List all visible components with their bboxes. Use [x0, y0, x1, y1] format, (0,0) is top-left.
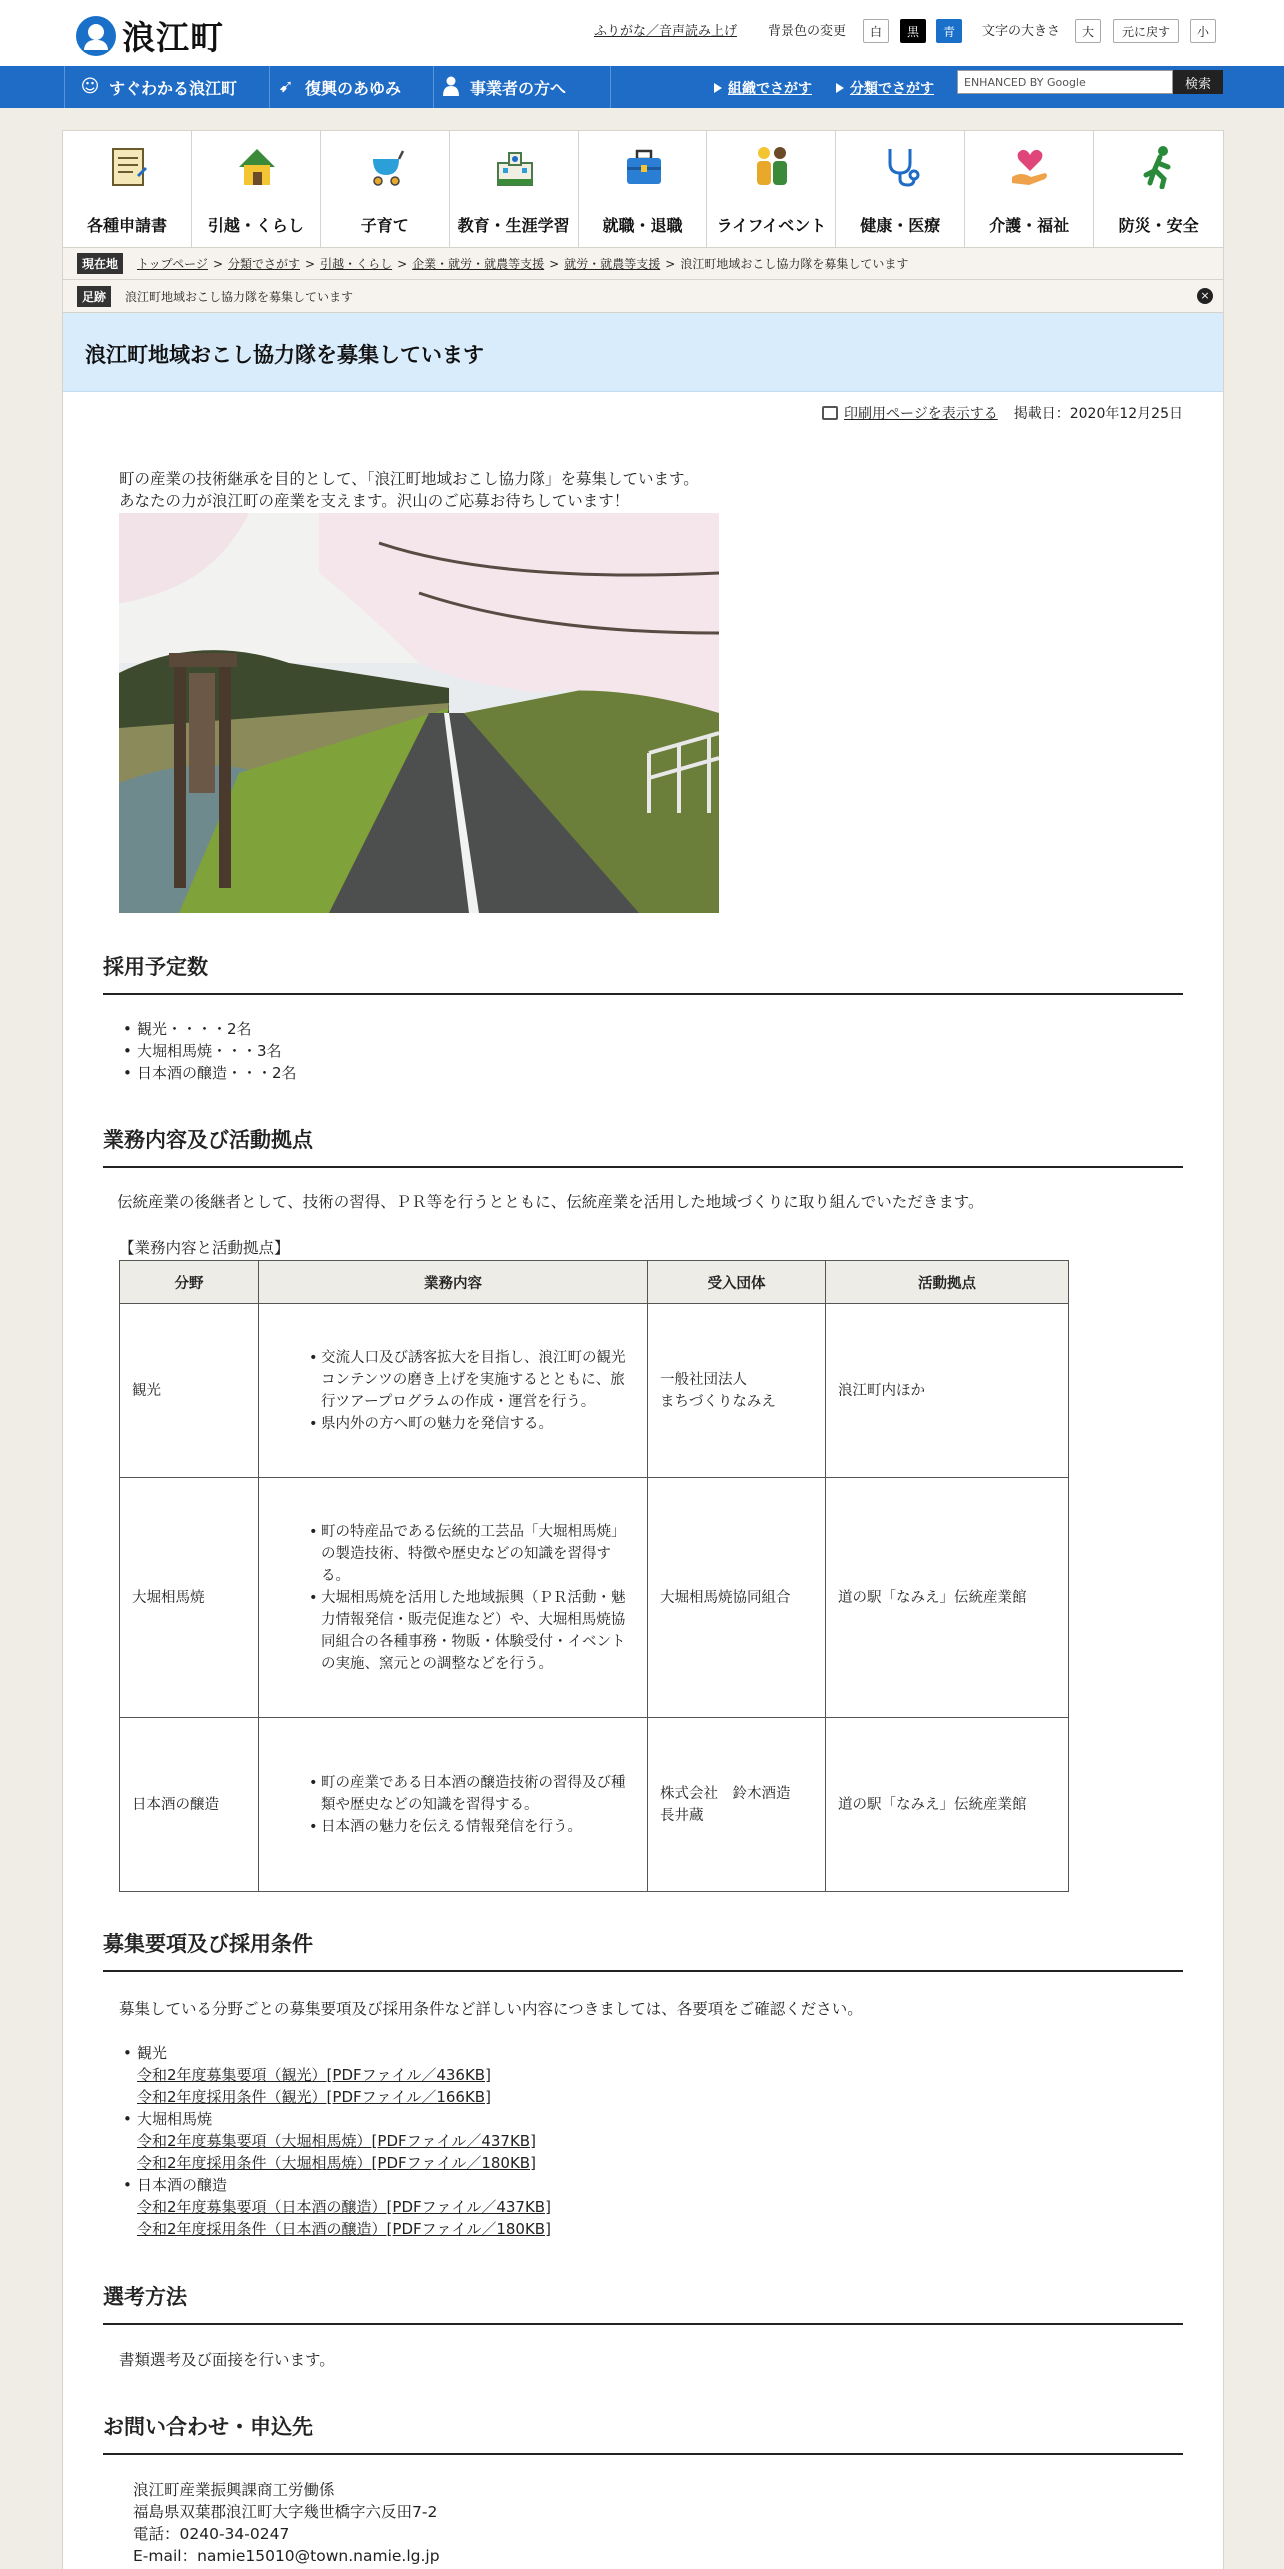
duties-cell — [259, 1304, 648, 1478]
category-moving-living[interactable] — [192, 131, 321, 247]
heading-contact: お問い合わせ・申込先 — [103, 2411, 1183, 2455]
contact-info — [133, 2479, 440, 2567]
search-by-category-label: 分類でさがす — [850, 81, 934, 97]
town-emblem-icon — [76, 16, 116, 56]
font-large-button[interactable]: 大 — [1075, 19, 1101, 43]
duties-cell — [259, 1718, 648, 1892]
font-reset-button[interactable]: 元に戻す — [1113, 19, 1179, 43]
duty-item: • 県内外の方へ町の魅力を発信する。 — [309, 1413, 635, 1435]
duty-item: • 町の産業である日本酒の醸造技術の習得及び種類や歴史などの知識を習得する。 — [309, 1772, 635, 1816]
category-childcare[interactable] — [321, 131, 450, 247]
table-row — [120, 1718, 1069, 1892]
site-logo[interactable] — [76, 12, 224, 59]
breadcrumb-current: 浪江町地域おこし協力隊を募集しています — [680, 257, 909, 271]
base-cell: 道の駅「なみえ」伝統産業館 — [826, 1718, 1069, 1892]
close-icon[interactable]: × — [1197, 288, 1213, 304]
org-cell: 大堀相馬焼協同組合 — [648, 1478, 826, 1718]
requirements-downloads — [119, 2042, 551, 2240]
stethoscope-icon — [880, 145, 922, 189]
category-welfare[interactable] — [965, 131, 1094, 247]
duties-table — [119, 1260, 1069, 1892]
smile-icon: ☺ — [80, 76, 100, 97]
bird-icon: ➹ — [278, 76, 294, 97]
bg-white-button[interactable]: 白 — [863, 19, 889, 43]
base-cell: 浪江町内ほか — [826, 1304, 1069, 1478]
table-header-row — [120, 1261, 1069, 1304]
nav-about-town-label: すぐわかる浪江町 — [109, 78, 238, 98]
list-item: • 大堀相馬焼・・・3名 — [119, 1040, 297, 1062]
footprint-tag: 足跡 — [77, 286, 111, 307]
field-cell: 大堀相馬焼 — [120, 1478, 259, 1718]
house-icon — [236, 145, 278, 189]
category-label: 子育て — [360, 216, 409, 235]
category-employment[interactable] — [579, 131, 708, 247]
category-label: 教育・生涯学習 — [457, 216, 570, 235]
col-header: 活動拠点 — [826, 1261, 1069, 1304]
category-label: ライフイベント — [716, 216, 827, 235]
duties-cell — [259, 1478, 648, 1718]
col-header: 業務内容 — [259, 1261, 648, 1304]
person-icon — [440, 76, 462, 98]
category-disaster-safety[interactable] — [1094, 131, 1223, 247]
category-label: 引越・くらし — [207, 216, 304, 235]
exit-icon — [1138, 145, 1180, 189]
contact-line: 電話：0240-34-0247 — [133, 2525, 290, 2543]
heading-requirements: 募集要項及び採用条件 — [103, 1928, 1183, 1972]
heading-duties: 業務内容及び活動拠点 — [103, 1124, 1183, 1168]
bg-black-button[interactable]: 黒 — [900, 19, 926, 43]
category-life-events[interactable] — [707, 131, 836, 247]
search-by-org-label: 組織でさがす — [728, 81, 812, 97]
bg-blue-button[interactable]: 青 — [936, 19, 962, 43]
pdf-link[interactable]: 令和2年度採用条件（日本酒の醸造）[PDFファイル／180KB] — [137, 2220, 551, 2238]
breadcrumb-link[interactable]: 就労・就農等支援 — [564, 257, 661, 271]
people-icon — [751, 145, 793, 189]
footprint-bar — [63, 280, 1223, 313]
pdf-link[interactable]: 令和2年度採用条件（観光）[PDFファイル／166KB] — [137, 2088, 491, 2106]
logo-text: 浪江町 — [122, 18, 224, 57]
category-forms[interactable] — [63, 131, 192, 247]
category-label: 健康・医療 — [860, 216, 941, 235]
category-education[interactable] — [450, 131, 579, 247]
contact-line: 福島県双葉郡浪江町大字幾世橋字六反田7-2 — [133, 2503, 438, 2521]
pdf-link[interactable]: 令和2年度採用条件（大堀相馬焼）[PDFファイル／180KB] — [137, 2154, 536, 2172]
print-row — [822, 403, 1183, 423]
list-item — [119, 2042, 551, 2108]
pdf-link[interactable]: 令和2年度募集要項（日本酒の醸造）[PDFファイル／437KB] — [137, 2198, 551, 2216]
category-label: 防災・安全 — [1118, 216, 1199, 235]
category-label: 介護・福祉 — [989, 216, 1070, 235]
school-icon — [494, 145, 536, 189]
pdf-link[interactable]: 令和2年度募集要項（大堀相馬焼）[PDFファイル／437KB] — [137, 2132, 536, 2150]
table-caption: 【業務内容と活動拠点】 — [119, 1239, 290, 1257]
nav-about-town[interactable] — [64, 66, 270, 108]
cherry-blossom-path-photo — [119, 513, 719, 913]
heading-openings: 採用予定数 — [103, 951, 1183, 995]
site-search-input[interactable]: ENHANCED BY Google — [957, 70, 1173, 94]
intro-line-2: あなたの力が浪江町の産業を支えます。沢山のご応募お待ちしています！ — [119, 492, 630, 510]
group-name: • 大堀相馬焼 — [137, 2110, 213, 2128]
list-item — [119, 2108, 551, 2174]
field-cell: 日本酒の醸造 — [120, 1718, 259, 1892]
heading-selection: 選考方法 — [103, 2281, 1183, 2325]
printer-icon — [822, 406, 838, 420]
breadcrumb-link[interactable]: トップページ — [137, 257, 208, 271]
col-header: 分野 — [120, 1261, 259, 1304]
list-item — [119, 2174, 551, 2240]
triangle-right-icon — [714, 83, 722, 93]
list-item: • 日本酒の醸造・・・2名 — [119, 1062, 297, 1084]
group-name: • 観光 — [137, 2044, 168, 2062]
heart-hand-icon — [1009, 145, 1051, 189]
duty-item: • 日本酒の魅力を伝える情報発信を行う。 — [309, 1816, 635, 1838]
breadcrumb-link[interactable]: 引越・くらし — [320, 257, 393, 271]
org-cell: 株式会社 鈴木酒造 長井蔵 — [648, 1718, 826, 1892]
list-item: • 観光・・・・2名 — [119, 1018, 297, 1040]
nav-business[interactable] — [426, 66, 611, 108]
table-row — [120, 1478, 1069, 1718]
field-cell: 観光 — [120, 1304, 259, 1478]
openings-list — [119, 1018, 297, 1084]
group-name: • 日本酒の醸造 — [137, 2176, 228, 2194]
requirements-text: 募集している分野ごとの募集要項及び採用条件など詳しい内容につきましては、各要項をご確認ください。 — [119, 2000, 863, 2018]
main-container — [62, 130, 1224, 2569]
nav-business-label: 事業者の方へ — [470, 78, 567, 98]
duty-item: • 大堀相馬焼を活用した地域振興（ＰＲ活動・魅力情報発信・販売促進など）や、大堀相馬焼協同組合の各種事務・物販・体験受付・イベントの実施、窯元との調整などを行う。 — [309, 1587, 635, 1675]
nav-recovery[interactable] — [261, 66, 434, 108]
intro-line-1: 町の産業の技術継承を目的として、「浪江町地域おこし協力隊」を募集しています。 — [119, 470, 699, 488]
breadcrumb-tag: 現在地 — [77, 253, 123, 274]
contact-line: E-mail：namie15010@town.namie.lg.jp — [133, 2547, 440, 2565]
duty-item: • 町の特産品である伝統的工芸品「大堀相馬焼」の製造技術、特徴や歴史などの知識を習得する。 — [309, 1521, 635, 1587]
base-cell: 道の駅「なみえ」伝統産業館 — [826, 1478, 1069, 1718]
category-health[interactable] — [836, 131, 965, 247]
duty-item: • 交流人口及び誘客拡大を目指し、浪江町の観光コンテンツの磨き上げを実施するとともに、旅行ツアープログラムの作成・運営を行う。 — [309, 1347, 635, 1413]
selection-text: 書類選考及び面接を行います。 — [119, 2351, 335, 2369]
col-header: 受入団体 — [648, 1261, 826, 1304]
category-label: 各種申請書 — [86, 216, 167, 235]
nav-recovery-label: 復興のあゆみ — [305, 78, 402, 98]
bg-color-label: 背景色の変更 — [768, 24, 847, 39]
font-size-label: 文字の大きさ — [982, 24, 1061, 39]
duties-text: 伝統産業の後継者として、技術の習得、ＰＲ等を行うとともに、伝統産業を活用した地域づくりに取り組んでいただきます。 — [117, 1193, 984, 1211]
font-small-button[interactable]: 小 — [1190, 19, 1216, 43]
briefcase-icon — [623, 145, 665, 189]
category-menu — [63, 131, 1223, 248]
furigana-link[interactable]: ふりがな／音声読み上げ — [594, 24, 738, 39]
breadcrumb-link[interactable]: 企業・就労・就農等支援 — [412, 257, 545, 271]
breadcrumb: 現在地 トップページ > 分類でさがす > 引越・くらし > 企業・就労・就農等支援 > 就労・就農等支援 > 浪江町地域おこし協力隊を募集しています — [63, 248, 1223, 280]
site-header — [0, 0, 1284, 66]
page-title-band — [63, 313, 1223, 392]
category-label: 就職・退職 — [602, 216, 683, 235]
search-by-org-link[interactable] — [714, 78, 812, 98]
site-search-button[interactable]: 検索 — [1173, 70, 1223, 94]
org-cell: 一般社団法人 まちづくりなみえ — [648, 1304, 826, 1478]
triangle-right-icon — [836, 83, 844, 93]
stroller-icon — [365, 145, 407, 189]
footprint-item[interactable]: 浪江町地域おこし協力隊を募集しています — [125, 289, 354, 304]
contact-line: 浪江町産業振興課商工労働係 — [133, 2481, 335, 2499]
published-date: 掲載日：2020年12月25日 — [1013, 406, 1183, 422]
search-by-category-link[interactable] — [836, 78, 934, 98]
page-title: 浪江町地域おこし協力隊を募集しています — [85, 343, 484, 367]
table-row — [120, 1304, 1069, 1478]
print-page-link[interactable]: 印刷用ページを表示する — [844, 406, 998, 422]
pdf-link[interactable]: 令和2年度募集要項（観光）[PDFファイル／436KB] — [137, 2066, 491, 2084]
breadcrumb-link[interactable]: 分類でさがす — [228, 257, 301, 271]
form-icon — [107, 145, 149, 189]
